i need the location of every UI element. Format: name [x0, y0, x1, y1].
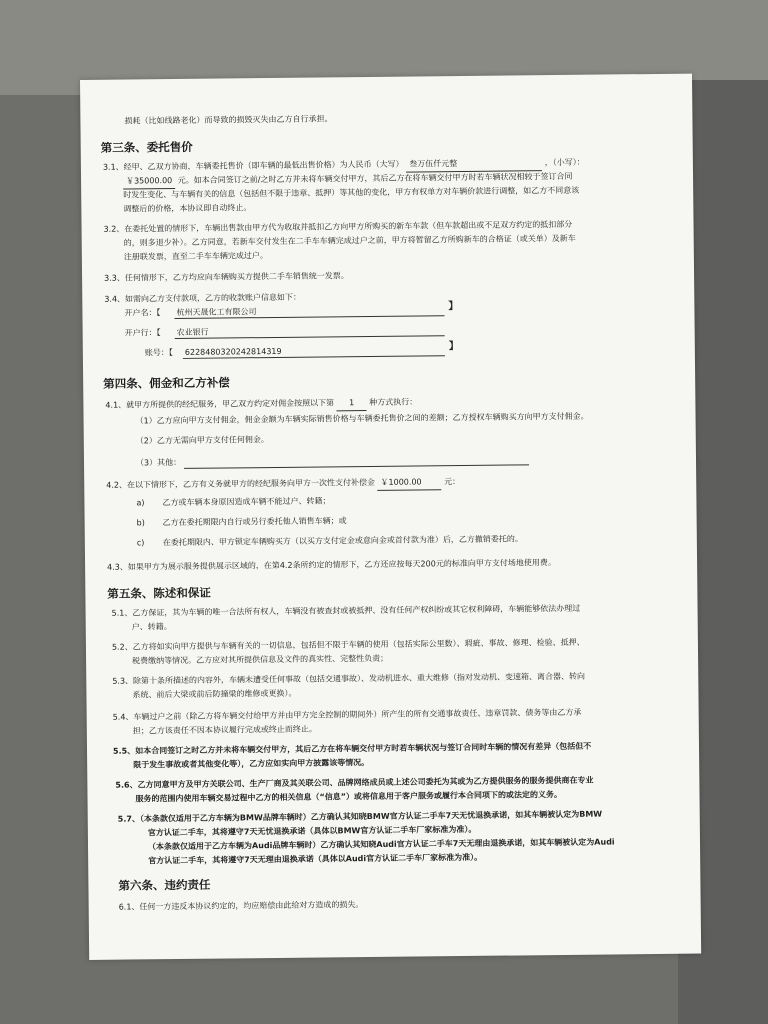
- text-line: 限于发生事故或者其他变化等），乙方应如实向甲方披露该等情况。: [133, 758, 370, 770]
- account-number-value: 6228480320242814319: [184, 346, 282, 357]
- clause-6-1: 6.1、任何一方违反本协议约定的，均应赔偿由此给对方造成的损失。: [118, 900, 364, 912]
- text-line: 注册联发票，直至二手车车辆完成过户。: [123, 251, 268, 262]
- bank-value: 农业银行: [176, 327, 209, 338]
- clause-text: 元：: [444, 477, 461, 487]
- account-name-label: 开户名：【: [124, 308, 161, 318]
- account-name-field: [174, 304, 444, 319]
- contract-page: [80, 74, 701, 960]
- option-2: （2）乙方无需向甲方支付任何佣金。: [135, 435, 269, 446]
- clause-5-3: 5.3、除第十条所描述的内容外，车辆未遭受任何事故（包括交通事故）、发动机进水、重大维修（指对发动机、变速箱、离合器、转向: [112, 671, 586, 686]
- item-a: 乙方或车辆本身原因造成车辆不能过户、转籍；: [162, 496, 331, 508]
- clause-5-5: 5.5、如本合同签订之时乙方并未将车辆交付甲方，其后乙方在将车辆交付甲方时若车辆状况与签订合同时车辆的情况有差异（包括但不: [112, 741, 592, 756]
- section-heading-5: 第五条、陈述和保证: [107, 585, 211, 601]
- text-line: 损耗（比如线路老化）而导致的损毁灭失由乙方自行承担。: [124, 114, 333, 126]
- clause-text: ，（小写）：: [544, 157, 585, 168]
- clause-5-2: 5.2、乙方将如实向甲方提供与车辆有关的一切信息，包括但不限于车辆的使用（包括实际公里数）、瑕疵、事故、修理、检验、抵押、: [111, 637, 585, 652]
- clause-5-4: 5.4、车辆过户之前（除乙方将车辆交付给甲方并由甲方完全控制的期间外）所产生的所有交通事故责任、违章罚款、债务等由乙方承: [112, 707, 582, 722]
- text-line: 官方认证二手车，其将遵守7天无忧退换承诺（具体以BMW官方认证二手车厂家标准为准）。: [147, 824, 477, 838]
- commission-option-number: 1: [337, 397, 367, 411]
- bank-field: [175, 324, 445, 339]
- text-line: （本条款仅适用于乙方车辆为Audi品牌车辆时）乙方确认其知晓Audi官方认证二手车7天无理由退换承诺，如其车辆被认定为Audi: [147, 837, 615, 852]
- price-in-words: 叁万伍仟元整: [406, 157, 542, 172]
- clause-text: 4.2、在以下情形下，乙方有义务就甲方的经纪服务向甲方一次性支付补偿金: [106, 477, 376, 490]
- text-line: 时发生变化、与车辆有关的信息（包括但不限于违章、抵押）等其他的变化，甲方有权单方对车辆价款进行调整，如乙方不同意该: [123, 185, 580, 200]
- compensation-amount: ￥1000.00: [377, 476, 441, 490]
- text-line: 官方认证二手车，其将遵守7天无理由退换承诺（具体以Audi官方认证二手车厂家标准为准）。: [148, 852, 483, 866]
- section-heading-3: 第三条、委托售价: [100, 139, 193, 155]
- clause-text: 元。如本合同签订之前/之时乙方并未将车辆交付甲方，其后乙方在将车辆交付甲方时若车辆状况相较于签订合同: [177, 171, 573, 185]
- clause-4-2: [106, 476, 460, 493]
- text-line: 户、转籍。: [131, 622, 172, 632]
- item-c-key: c): [136, 538, 145, 548]
- bracket-close: 】: [448, 341, 459, 353]
- clause-4-3: 4.3、如果甲方为展示服务提供展示区域的，在第4.2条所约定的情形下，乙方还应按每天200元的标准向甲方支付场地使用费。: [107, 558, 556, 572]
- section-heading-6: 第六条、违约责任: [118, 877, 211, 893]
- clause-text: 3.1、经甲、乙双方协商，车辆委托售价（即车辆的最低出售价格）为人民币（大写）: [102, 159, 404, 172]
- clause-5-7: 5.7、（本条款仅适用于乙方车辆为BMW品牌车辆时）乙方确认其知晓BMW官方认证二手车7天无忧退换承诺，如其车辆被认定为BMW: [117, 809, 603, 824]
- item-b-key: b): [136, 518, 145, 528]
- clause-text: 4.1、就甲方所提供的经纪服务，甲乙双方约定对佣金按照以下第: [105, 398, 335, 410]
- option-3-blank: [184, 453, 529, 469]
- section-heading-4: 第四条、佣金和乙方补偿: [103, 375, 230, 391]
- account-number-label: 账号：【: [144, 348, 173, 358]
- bank-label: 开户行：【: [124, 328, 161, 338]
- text-line: 的，则多退少补）。乙方同意，若新车交付发生在二手车车辆完成过户之前，甲方将暂留乙方所购新车的合格证（或关单）及新车: [123, 233, 576, 248]
- option-1: （1）乙方应向甲方支付佣金，佣金金额为车辆实际销售价格与车辆委托售价之间的差额；乙方授权车辆购买方向甲方支付佣金。: [135, 411, 589, 426]
- clause-5-1: 5.1、乙方保证，其为车辆的唯一合法所有权人，车辆没有被查封或被抵押、没有任何产权纠纷或其它权利障碍，车辆能够依法办理过: [111, 603, 581, 618]
- account-name-value: 杭州天晟化工有限公司: [176, 307, 257, 318]
- item-b: 乙方在委托期限内自行或另行委托他人销售车辆；或: [162, 516, 347, 528]
- text-line: 调整后的价格，本协议即自动终止。: [123, 203, 252, 214]
- option-3: （3）其他：: [135, 457, 182, 468]
- item-a-key: a): [136, 498, 145, 508]
- text-line: 税费缴纳等情况。乙方应对其所提供信息及文件的真实性、完整性负责；: [132, 653, 389, 666]
- text-line: 系统、前后大梁或前后防撞梁的维修或更换）。: [132, 688, 297, 700]
- text-line: 服务的范围内使用车辆交易过程中乙方的相关信息（“信息”）或将信息用于客户服务或履行本合同项下的或法定的义务。: [135, 789, 563, 804]
- bracket-close: 】: [448, 301, 459, 313]
- item-c: 在委托期限内、甲方锁定车辆购买方（以买方支付定金或意向金或首付款为准）后，乙方撤销委托的。: [162, 534, 523, 548]
- clause-3-4: 3.4、如需向乙方支付款项，乙方的收款账户信息如下：: [104, 292, 302, 304]
- clause-4-1: [105, 396, 417, 413]
- clause-3-3: 3.3、任何情形下，乙方均应向车辆购买方提供二手车销售统一发票。: [104, 271, 349, 283]
- clause-3-2: 3.2、在委托处置的情形下，车辆出售款由甲方代为收取并抵扣乙方向甲方所购买的新车车款（但车款超出或不足双方约定的抵扣部分: [103, 219, 573, 234]
- clause-text: 种方式执行：: [369, 397, 418, 407]
- account-number-field: [183, 344, 445, 359]
- text-line: 担；乙方该责任不因本协议履行完成或终止而终止。: [132, 724, 317, 736]
- price-in-figures: ￥35000.00: [123, 175, 175, 189]
- clause-5-6: 5.6、乙方同意甲方及甲方关联公司、生产厂商及其关联公司、品牌网络成员或上述公司委托为其或为乙方提供服务的服务提供商在专业: [115, 775, 594, 790]
